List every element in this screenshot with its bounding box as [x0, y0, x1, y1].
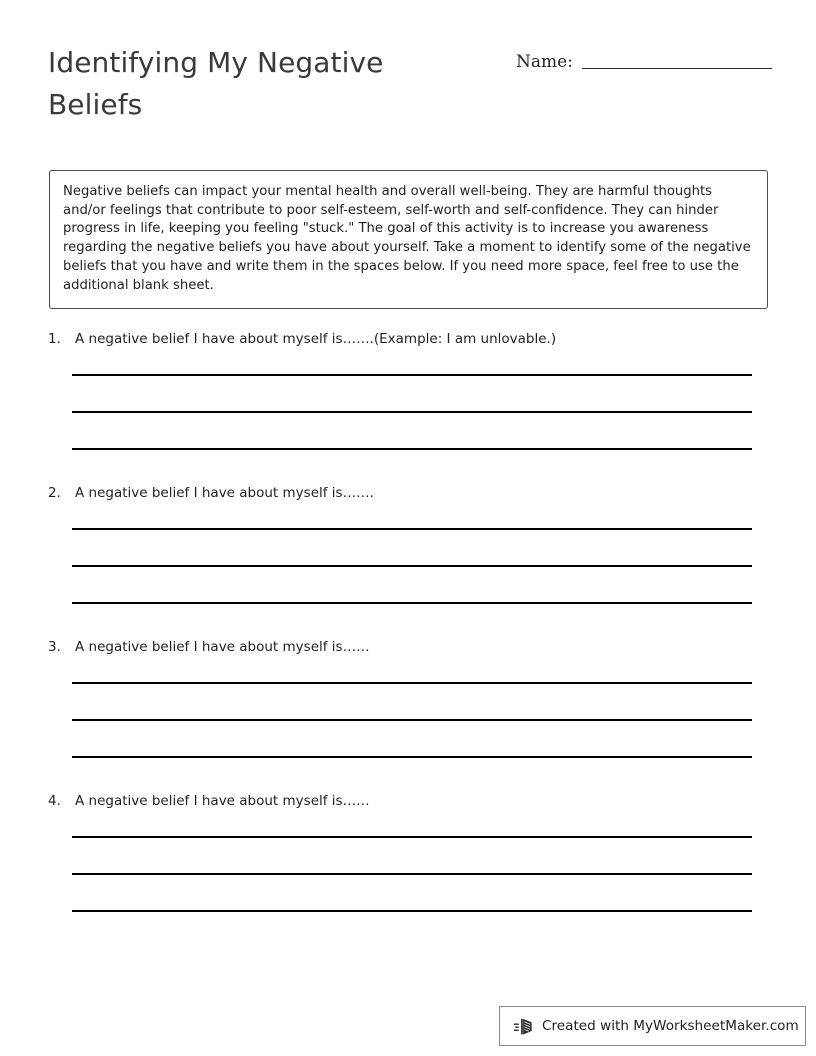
page-title: Identifying My Negative Beliefs: [48, 46, 384, 121]
question-item: [0, 330, 816, 484]
answer-line[interactable]: [72, 602, 752, 604]
answer-line[interactable]: [72, 719, 752, 721]
answer-line[interactable]: [72, 374, 752, 376]
instructions-text: Negative beliefs can impact your mental health and overall well-being. They are harmful thoughts and/or feelings that contribute to poor self-esteem, self-worth and self-confidence. They can hinder progress in life, keeping you feeling "stuck." The goal of this activity is to increase you awareness regarding the negative beliefs you have about yourself. Take a moment to identify some of the negative beliefs that you have and write them in the spaces below. If you need more space, feel free to use the additional blank sheet.: [63, 184, 751, 293]
attribution-text: Created with MyWorksheetMaker.com: [542, 1018, 799, 1034]
name-field-group: [516, 52, 772, 72]
questions-list: [0, 330, 816, 946]
worksheet-header: [0, 0, 816, 150]
worksheet-attribution-badge[interactable]: [499, 1006, 806, 1046]
question-prompt: A negative belief I have about myself is…….: [75, 485, 374, 501]
myworksheetmaker-logo-icon: [514, 1016, 533, 1037]
question-number: 4.: [48, 793, 61, 809]
answer-line[interactable]: [72, 528, 752, 530]
name-input-line[interactable]: [582, 68, 772, 69]
name-label: Name:: [516, 52, 573, 72]
answer-line[interactable]: [72, 411, 752, 413]
question-item: [0, 638, 816, 792]
answer-line[interactable]: [72, 873, 752, 875]
answer-line[interactable]: [72, 910, 752, 912]
question-prompt: A negative belief I have about myself is……: [75, 793, 370, 809]
answer-line[interactable]: [72, 756, 752, 758]
question-header: [0, 484, 816, 514]
question-item: [0, 792, 816, 946]
question-item: [0, 484, 816, 638]
question-prompt: A negative belief I have about myself is…….(Example: I am unlovable.): [75, 331, 557, 347]
answer-line[interactable]: [72, 682, 752, 684]
question-header: [0, 638, 816, 668]
answer-line[interactable]: [72, 565, 752, 567]
question-header: [0, 330, 816, 360]
question-header: [0, 792, 816, 822]
answer-line[interactable]: [72, 836, 752, 838]
question-number: 3.: [48, 639, 61, 655]
question-number: 1.: [48, 331, 61, 347]
instructions-box: [49, 170, 768, 309]
question-number: 2.: [48, 485, 61, 501]
answer-line[interactable]: [72, 448, 752, 450]
question-prompt: A negative belief I have about myself is……: [75, 639, 370, 655]
